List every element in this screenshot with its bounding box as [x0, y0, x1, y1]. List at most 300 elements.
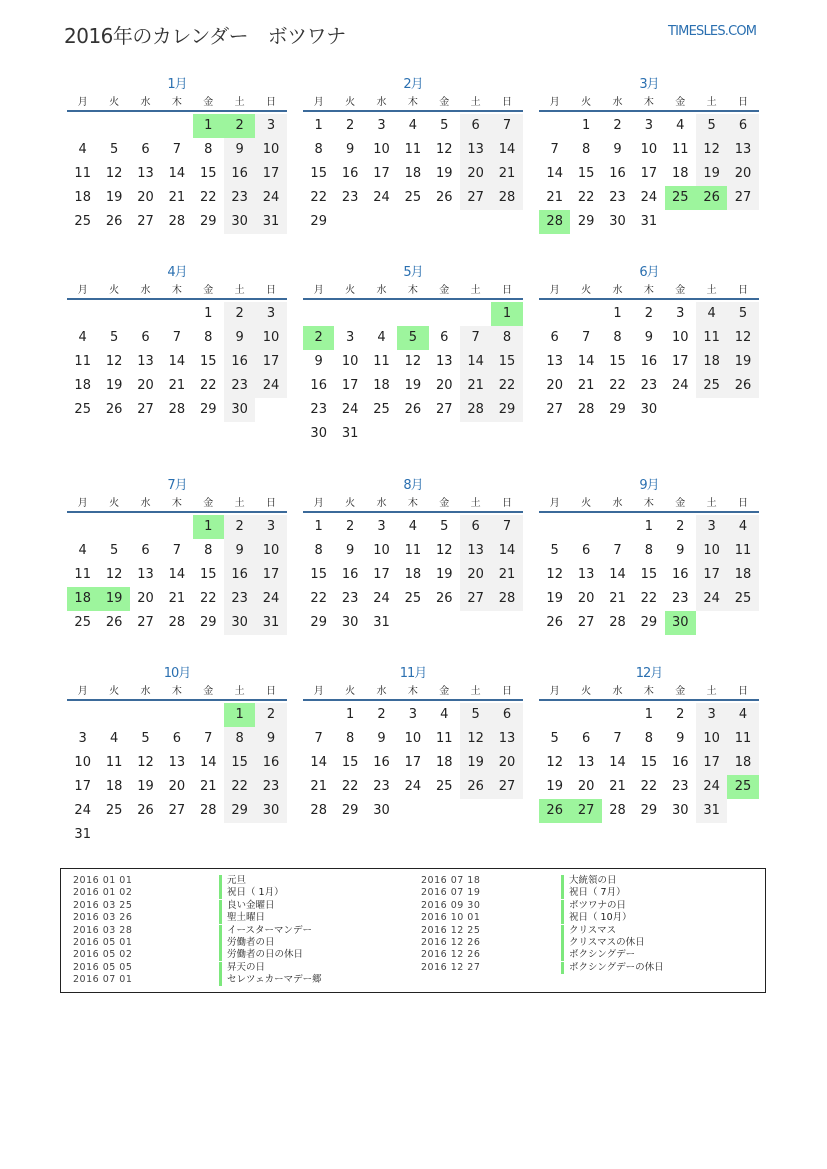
day-cell[interactable]: 10: [640, 142, 658, 157]
day-cell[interactable]: 26: [404, 402, 422, 417]
day-cell[interactable]: 14: [609, 755, 626, 770]
day-cell[interactable]: 22: [491, 374, 522, 398]
day-cell[interactable]: 20: [460, 563, 491, 587]
day-cell[interactable]: 25: [74, 615, 91, 630]
day-cell[interactable]: 1: [644, 707, 653, 722]
day-cell[interactable]: 8: [644, 731, 653, 746]
day-cell[interactable]: 6: [440, 330, 449, 345]
day-cell[interactable]: 1: [193, 515, 224, 539]
day-cell[interactable]: 13: [577, 755, 595, 770]
day-cell[interactable]: 9: [676, 543, 685, 558]
day-cell[interactable]: 27: [168, 803, 186, 818]
day-cell[interactable]: 3: [696, 515, 727, 539]
day-cell[interactable]: 11: [404, 142, 422, 157]
day-cell[interactable]: 20: [137, 591, 154, 606]
day-cell[interactable]: 29: [310, 214, 327, 229]
day-cell[interactable]: 30: [341, 615, 359, 630]
day-cell[interactable]: 5: [109, 142, 119, 157]
day-cell[interactable]: 4: [377, 330, 386, 345]
day-cell[interactable]: 15: [609, 354, 626, 369]
day-cell[interactable]: 5: [460, 703, 491, 727]
day-cell[interactable]: 8: [204, 330, 213, 345]
day-cell[interactable]: 1: [613, 306, 622, 321]
day-cell[interactable]: 10: [74, 755, 91, 770]
day-cell[interactable]: 20: [577, 779, 595, 794]
day-cell[interactable]: 14: [168, 354, 186, 369]
day-cell[interactable]: 15: [491, 350, 522, 374]
day-cell[interactable]: 13: [137, 354, 154, 369]
day-cell[interactable]: 2: [224, 114, 255, 138]
day-cell[interactable]: 22: [224, 775, 255, 799]
day-cell[interactable]: 5: [141, 731, 150, 746]
day-cell[interactable]: 7: [172, 543, 181, 558]
day-cell[interactable]: 4: [408, 118, 417, 133]
day-cell[interactable]: 5: [550, 731, 559, 746]
day-cell[interactable]: 13: [137, 567, 154, 582]
day-cell[interactable]: 12: [546, 755, 563, 770]
day-cell[interactable]: 27: [137, 214, 154, 229]
day-cell[interactable]: 4: [696, 302, 727, 326]
day-cell[interactable]: 11: [404, 543, 422, 558]
day-cell[interactable]: 6: [581, 543, 591, 558]
day-cell[interactable]: 28: [491, 186, 522, 210]
day-cell[interactable]: 29: [491, 398, 522, 422]
day-cell[interactable]: 31: [696, 799, 727, 823]
day-cell[interactable]: 6: [141, 330, 150, 345]
day-cell[interactable]: 12: [696, 138, 727, 162]
day-cell[interactable]: 28: [310, 803, 327, 818]
day-cell[interactable]: 20: [168, 779, 186, 794]
day-cell[interactable]: 14: [609, 567, 626, 582]
day-cell[interactable]: 16: [224, 162, 255, 186]
day-cell[interactable]: 8: [491, 326, 522, 350]
day-cell[interactable]: 27: [435, 402, 453, 417]
day-cell[interactable]: 6: [172, 731, 181, 746]
day-cell[interactable]: 27: [546, 402, 563, 417]
day-cell[interactable]: 13: [460, 138, 491, 162]
day-cell[interactable]: 7: [491, 515, 522, 539]
day-cell[interactable]: 14: [491, 138, 522, 162]
day-cell[interactable]: 19: [105, 190, 123, 205]
day-cell[interactable]: 15: [310, 166, 327, 181]
day-cell[interactable]: 27: [460, 186, 491, 210]
day-cell[interactable]: 5: [397, 326, 428, 350]
day-cell[interactable]: 9: [644, 330, 653, 345]
day-cell[interactable]: 28: [199, 803, 217, 818]
day-cell[interactable]: 18: [74, 378, 91, 393]
day-cell[interactable]: 4: [676, 118, 685, 133]
day-cell[interactable]: 6: [141, 543, 150, 558]
day-cell[interactable]: 27: [570, 799, 601, 823]
day-cell[interactable]: 28: [491, 587, 522, 611]
day-cell[interactable]: 28: [539, 210, 570, 234]
day-cell[interactable]: 19: [546, 779, 563, 794]
day-cell[interactable]: 18: [74, 190, 91, 205]
day-cell[interactable]: 31: [74, 827, 91, 842]
day-cell[interactable]: 21: [491, 563, 522, 587]
day-cell[interactable]: 17: [255, 162, 286, 186]
day-cell[interactable]: 2: [377, 707, 386, 722]
day-cell[interactable]: 26: [460, 775, 491, 799]
day-cell[interactable]: 27: [727, 186, 758, 210]
day-cell[interactable]: 3: [78, 731, 87, 746]
day-cell[interactable]: 29: [310, 615, 327, 630]
day-cell[interactable]: 28: [168, 402, 186, 417]
day-cell[interactable]: 22: [640, 591, 658, 606]
day-cell[interactable]: 5: [109, 330, 119, 345]
day-cell[interactable]: 25: [665, 186, 696, 210]
day-cell[interactable]: 10: [696, 539, 727, 563]
day-cell[interactable]: 28: [168, 615, 186, 630]
day-cell[interactable]: 19: [98, 587, 129, 611]
day-cell[interactable]: 3: [255, 515, 286, 539]
day-cell[interactable]: 14: [168, 166, 186, 181]
day-cell[interactable]: 6: [550, 330, 559, 345]
day-cell[interactable]: 10: [373, 543, 390, 558]
day-cell[interactable]: 20: [137, 378, 154, 393]
day-cell[interactable]: 14: [168, 567, 186, 582]
day-cell[interactable]: 8: [345, 731, 355, 746]
day-cell[interactable]: 5: [550, 543, 559, 558]
day-cell[interactable]: 29: [341, 803, 359, 818]
day-cell[interactable]: 7: [491, 114, 522, 138]
day-cell[interactable]: 14: [577, 354, 595, 369]
day-cell[interactable]: 29: [199, 214, 217, 229]
day-cell[interactable]: 8: [613, 330, 622, 345]
day-cell[interactable]: 6: [581, 731, 591, 746]
day-cell[interactable]: 1: [314, 118, 323, 133]
day-cell[interactable]: 31: [341, 426, 359, 441]
day-cell[interactable]: 7: [172, 142, 181, 157]
day-cell[interactable]: 2: [676, 519, 685, 534]
day-cell[interactable]: 11: [74, 166, 91, 181]
day-cell[interactable]: 23: [310, 402, 327, 417]
day-cell[interactable]: 3: [676, 306, 685, 321]
day-cell[interactable]: 17: [255, 563, 286, 587]
day-cell[interactable]: 2: [255, 703, 286, 727]
day-cell[interactable]: 10: [671, 330, 689, 345]
day-cell[interactable]: 19: [696, 162, 727, 186]
day-cell[interactable]: 18: [671, 166, 689, 181]
day-cell[interactable]: 24: [255, 186, 286, 210]
day-cell[interactable]: 3: [255, 302, 286, 326]
day-cell[interactable]: 30: [224, 210, 255, 234]
day-cell[interactable]: 26: [105, 214, 123, 229]
day-cell[interactable]: 8: [314, 142, 323, 157]
day-cell[interactable]: 4: [78, 543, 87, 558]
day-cell[interactable]: 10: [255, 326, 286, 350]
day-cell[interactable]: 8: [314, 543, 323, 558]
day-cell[interactable]: 13: [577, 567, 595, 582]
day-cell[interactable]: 14: [491, 539, 522, 563]
day-cell[interactable]: 30: [640, 402, 658, 417]
day-cell[interactable]: 17: [404, 755, 422, 770]
day-cell[interactable]: 4: [78, 142, 87, 157]
day-cell[interactable]: 19: [435, 166, 453, 181]
day-cell[interactable]: 8: [204, 142, 213, 157]
day-cell[interactable]: 11: [671, 142, 689, 157]
day-cell[interactable]: 12: [137, 755, 154, 770]
day-cell[interactable]: 25: [404, 190, 422, 205]
day-cell[interactable]: 7: [613, 543, 622, 558]
day-cell[interactable]: 27: [460, 587, 491, 611]
day-cell[interactable]: 7: [460, 326, 491, 350]
day-cell[interactable]: 30: [310, 426, 327, 441]
day-cell[interactable]: 7: [172, 330, 181, 345]
day-cell[interactable]: 30: [255, 799, 286, 823]
day-cell[interactable]: 15: [310, 567, 327, 582]
day-cell[interactable]: 10: [341, 354, 359, 369]
day-cell[interactable]: 22: [310, 591, 327, 606]
day-cell[interactable]: 28: [609, 615, 626, 630]
day-cell[interactable]: 26: [137, 803, 154, 818]
day-cell[interactable]: 6: [491, 703, 522, 727]
day-cell[interactable]: 24: [255, 587, 286, 611]
day-cell[interactable]: 21: [609, 779, 626, 794]
day-cell[interactable]: 7: [204, 731, 213, 746]
day-cell[interactable]: 10: [404, 731, 422, 746]
day-cell[interactable]: 16: [310, 378, 327, 393]
day-cell[interactable]: 11: [696, 326, 727, 350]
day-cell[interactable]: 25: [404, 591, 422, 606]
day-cell[interactable]: 17: [373, 166, 390, 181]
day-cell[interactable]: 5: [440, 519, 449, 534]
day-cell[interactable]: 6: [141, 142, 150, 157]
day-cell[interactable]: 22: [609, 378, 626, 393]
day-cell[interactable]: 30: [373, 803, 390, 818]
day-cell[interactable]: 11: [74, 567, 91, 582]
day-cell[interactable]: 26: [105, 615, 123, 630]
day-cell[interactable]: 26: [105, 402, 123, 417]
day-cell[interactable]: 27: [137, 615, 154, 630]
day-cell[interactable]: 19: [546, 591, 563, 606]
day-cell[interactable]: 26: [539, 799, 570, 823]
day-cell[interactable]: 24: [404, 779, 422, 794]
day-cell[interactable]: 9: [377, 731, 386, 746]
day-cell[interactable]: 25: [373, 402, 390, 417]
day-cell[interactable]: 28: [460, 398, 491, 422]
day-cell[interactable]: 16: [224, 563, 255, 587]
day-cell[interactable]: 25: [727, 587, 758, 611]
day-cell[interactable]: 15: [199, 567, 217, 582]
day-cell[interactable]: 4: [727, 515, 758, 539]
day-cell[interactable]: 16: [373, 755, 390, 770]
day-cell[interactable]: 26: [727, 374, 758, 398]
day-cell[interactable]: 21: [199, 779, 217, 794]
day-cell[interactable]: 3: [377, 519, 386, 534]
day-cell[interactable]: 16: [671, 567, 689, 582]
day-cell[interactable]: 8: [204, 543, 213, 558]
day-cell[interactable]: 21: [168, 378, 186, 393]
day-cell[interactable]: 31: [640, 214, 658, 229]
day-cell[interactable]: 23: [671, 779, 689, 794]
day-cell[interactable]: 19: [137, 779, 154, 794]
day-cell[interactable]: 17: [341, 378, 359, 393]
day-cell[interactable]: 10: [255, 539, 286, 563]
day-cell[interactable]: 11: [105, 755, 123, 770]
day-cell[interactable]: 12: [435, 543, 453, 558]
day-cell[interactable]: 15: [199, 354, 217, 369]
day-cell[interactable]: 24: [341, 402, 359, 417]
day-cell[interactable]: 8: [224, 727, 255, 751]
day-cell[interactable]: 24: [696, 775, 727, 799]
day-cell[interactable]: 9: [676, 731, 685, 746]
day-cell[interactable]: 28: [168, 214, 186, 229]
brand-logo[interactable]: TIMESLES.COM: [668, 24, 757, 39]
day-cell[interactable]: 19: [404, 378, 422, 393]
day-cell[interactable]: 24: [74, 803, 91, 818]
day-cell[interactable]: 23: [671, 591, 689, 606]
day-cell[interactable]: 2: [345, 519, 355, 534]
day-cell[interactable]: 5: [727, 302, 758, 326]
day-cell[interactable]: 21: [310, 779, 327, 794]
day-cell[interactable]: 25: [74, 402, 91, 417]
day-cell[interactable]: 4: [440, 707, 449, 722]
day-cell[interactable]: 26: [435, 190, 453, 205]
day-cell[interactable]: 7: [613, 731, 622, 746]
day-cell[interactable]: 30: [665, 611, 696, 635]
day-cell[interactable]: 18: [696, 350, 727, 374]
day-cell[interactable]: 31: [255, 210, 286, 234]
day-cell[interactable]: 1: [193, 114, 224, 138]
day-cell[interactable]: 26: [435, 591, 453, 606]
day-cell[interactable]: 10: [255, 138, 286, 162]
day-cell[interactable]: 3: [377, 118, 386, 133]
day-cell[interactable]: 9: [224, 138, 255, 162]
day-cell[interactable]: 18: [727, 563, 758, 587]
day-cell[interactable]: 15: [640, 567, 658, 582]
day-cell[interactable]: 16: [671, 755, 689, 770]
day-cell[interactable]: 19: [460, 751, 491, 775]
day-cell[interactable]: 20: [577, 591, 595, 606]
day-cell[interactable]: 1: [204, 306, 213, 321]
day-cell[interactable]: 4: [109, 731, 119, 746]
day-cell[interactable]: 22: [199, 190, 217, 205]
day-cell[interactable]: 18: [404, 567, 422, 582]
day-cell[interactable]: 15: [577, 166, 595, 181]
day-cell[interactable]: 16: [255, 751, 286, 775]
day-cell[interactable]: 14: [199, 755, 217, 770]
day-cell[interactable]: 11: [435, 731, 453, 746]
day-cell[interactable]: 16: [341, 567, 359, 582]
day-cell[interactable]: 17: [696, 751, 727, 775]
day-cell[interactable]: 13: [460, 539, 491, 563]
day-cell[interactable]: 12: [727, 326, 758, 350]
day-cell[interactable]: 28: [609, 803, 626, 818]
day-cell[interactable]: 1: [314, 519, 323, 534]
day-cell[interactable]: 26: [546, 615, 563, 630]
day-cell[interactable]: 8: [644, 543, 653, 558]
day-cell[interactable]: 25: [74, 214, 91, 229]
day-cell[interactable]: 20: [727, 162, 758, 186]
day-cell[interactable]: 27: [577, 615, 595, 630]
day-cell[interactable]: 24: [373, 190, 390, 205]
day-cell[interactable]: 24: [696, 587, 727, 611]
day-cell[interactable]: 7: [314, 731, 323, 746]
day-cell[interactable]: 6: [460, 515, 491, 539]
day-cell[interactable]: 21: [609, 591, 626, 606]
day-cell[interactable]: 14: [310, 755, 327, 770]
day-cell[interactable]: 4: [408, 519, 417, 534]
day-cell[interactable]: 12: [404, 354, 422, 369]
day-cell[interactable]: 11: [74, 354, 91, 369]
day-cell[interactable]: 20: [460, 162, 491, 186]
day-cell[interactable]: 18: [727, 751, 758, 775]
day-cell[interactable]: 21: [546, 190, 563, 205]
day-cell[interactable]: 17: [255, 350, 286, 374]
day-cell[interactable]: 9: [613, 142, 622, 157]
day-cell[interactable]: 5: [696, 114, 727, 138]
day-cell[interactable]: 24: [671, 378, 689, 393]
day-cell[interactable]: 15: [341, 755, 359, 770]
day-cell[interactable]: 29: [199, 615, 217, 630]
day-cell[interactable]: 13: [727, 138, 758, 162]
day-cell[interactable]: 23: [224, 186, 255, 210]
day-cell[interactable]: 24: [255, 374, 286, 398]
day-cell[interactable]: 12: [105, 166, 123, 181]
day-cell[interactable]: 16: [341, 166, 359, 181]
day-cell[interactable]: 31: [255, 611, 286, 635]
day-cell[interactable]: 7: [550, 142, 559, 157]
day-cell[interactable]: 22: [341, 779, 359, 794]
day-cell[interactable]: 3: [644, 118, 653, 133]
day-cell[interactable]: 8: [581, 142, 591, 157]
day-cell[interactable]: 30: [671, 803, 689, 818]
day-cell[interactable]: 21: [168, 591, 186, 606]
day-cell[interactable]: 27: [491, 775, 522, 799]
day-cell[interactable]: 2: [644, 306, 653, 321]
day-cell[interactable]: 4: [727, 703, 758, 727]
day-cell[interactable]: 1: [491, 302, 522, 326]
day-cell[interactable]: 15: [640, 755, 658, 770]
day-cell[interactable]: 17: [696, 563, 727, 587]
day-cell[interactable]: 21: [491, 162, 522, 186]
day-cell[interactable]: 23: [609, 190, 626, 205]
day-cell[interactable]: 1: [644, 519, 653, 534]
day-cell[interactable]: 14: [460, 350, 491, 374]
day-cell[interactable]: 11: [373, 354, 390, 369]
day-cell[interactable]: 16: [640, 354, 658, 369]
day-cell[interactable]: 2: [345, 118, 355, 133]
day-cell[interactable]: 1: [224, 703, 255, 727]
day-cell[interactable]: 2: [613, 118, 622, 133]
day-cell[interactable]: 24: [640, 190, 658, 205]
day-cell[interactable]: 12: [105, 567, 123, 582]
day-cell[interactable]: 29: [199, 402, 217, 417]
day-cell[interactable]: 18: [404, 166, 422, 181]
day-cell[interactable]: 9: [224, 539, 255, 563]
day-cell[interactable]: 22: [310, 190, 327, 205]
day-cell[interactable]: 15: [224, 751, 255, 775]
day-cell[interactable]: 23: [224, 587, 255, 611]
day-cell[interactable]: 13: [168, 755, 186, 770]
day-cell[interactable]: 6: [727, 114, 758, 138]
day-cell[interactable]: 12: [105, 354, 123, 369]
day-cell[interactable]: 25: [727, 775, 758, 799]
day-cell[interactable]: 25: [696, 374, 727, 398]
day-cell[interactable]: 2: [224, 515, 255, 539]
day-cell[interactable]: 23: [255, 775, 286, 799]
day-cell[interactable]: 4: [78, 330, 87, 345]
day-cell[interactable]: 29: [640, 615, 658, 630]
day-cell[interactable]: 2: [676, 707, 685, 722]
day-cell[interactable]: 13: [491, 727, 522, 751]
day-cell[interactable]: 2: [224, 302, 255, 326]
day-cell[interactable]: 21: [460, 374, 491, 398]
day-cell[interactable]: 6: [460, 114, 491, 138]
day-cell[interactable]: 28: [577, 402, 595, 417]
day-cell[interactable]: 31: [373, 615, 390, 630]
